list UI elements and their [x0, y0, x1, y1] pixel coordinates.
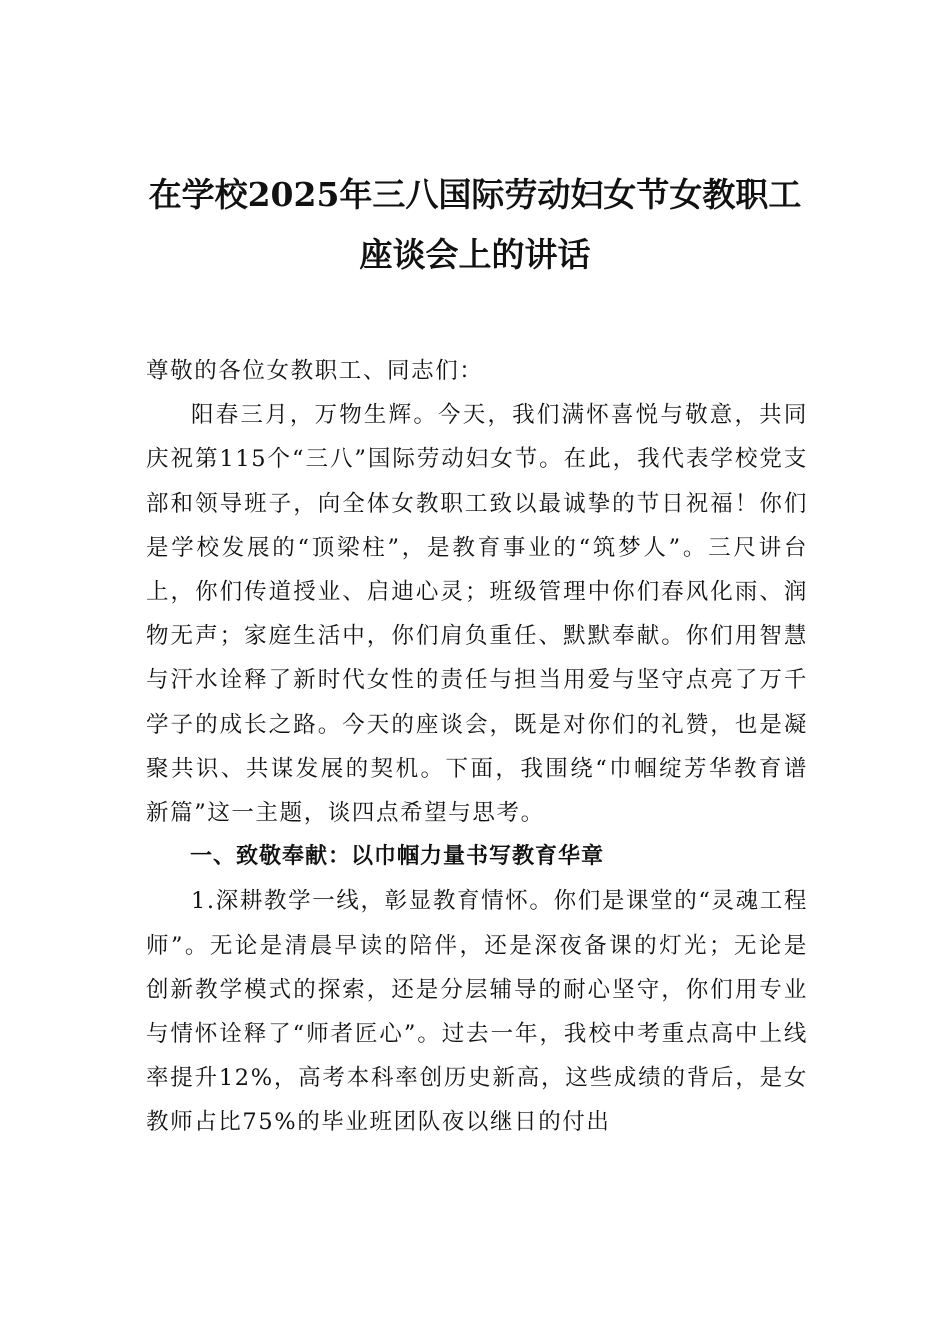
- opening-paragraph: 阳春三月，万物生辉。今天，我们满怀喜悦与敬意，共同庆祝第115个“三八”国际劳动妇女节。在此，我代表学校党支部和领导班子，向全体女教职工致以最诚挚的节日祝福！你们是学校发展的“顶梁柱”，是教育事业的“筑梦人”。三尺讲台上，你们传道授业、启迪心灵；班级管理中你们春风化雨、润物无声；家庭生活中，你们肩负重任、默默奉献。你们用智慧与汗水诠释了新时代女性的责任与担当用爱与坚守点亮了万千学子的成长之路。今天的座谈会，既是对你们的礼赞，也是凝聚共识、共谋发展的契机。下面，我围绕“巾帼绽芳华教育谱新篇”这一主题，谈四点希望与思考。: [146, 402, 808, 827]
- section-heading: 一、致敬奉献：以巾帼力量书写教育华章: [190, 844, 605, 870]
- document-body: [146, 349, 808, 1145]
- document-title: 在学校2025年三八国际劳动妇女节女教职工座谈会上的讲话: [148, 175, 802, 274]
- section-paragraph: 1.深耕教学一线，彰显教育情怀。你们是课堂的“灵魂工程师”。无论是清晨早读的陪伴，还是深夜备课的灯光；无论是创新教学模式的探索，还是分层辅导的耐心坚守，你们用专业与情怀诠释了“师者匠心”。过去一年，我校中考重点高中上线率提升12%，高考本科率创历史新高，这些成绩的背后，是女教师占比75%的毕业班团队夜以继日的付出: [146, 888, 808, 1136]
- salutation: 尊敬的各位女教职工、同志们：: [146, 358, 484, 384]
